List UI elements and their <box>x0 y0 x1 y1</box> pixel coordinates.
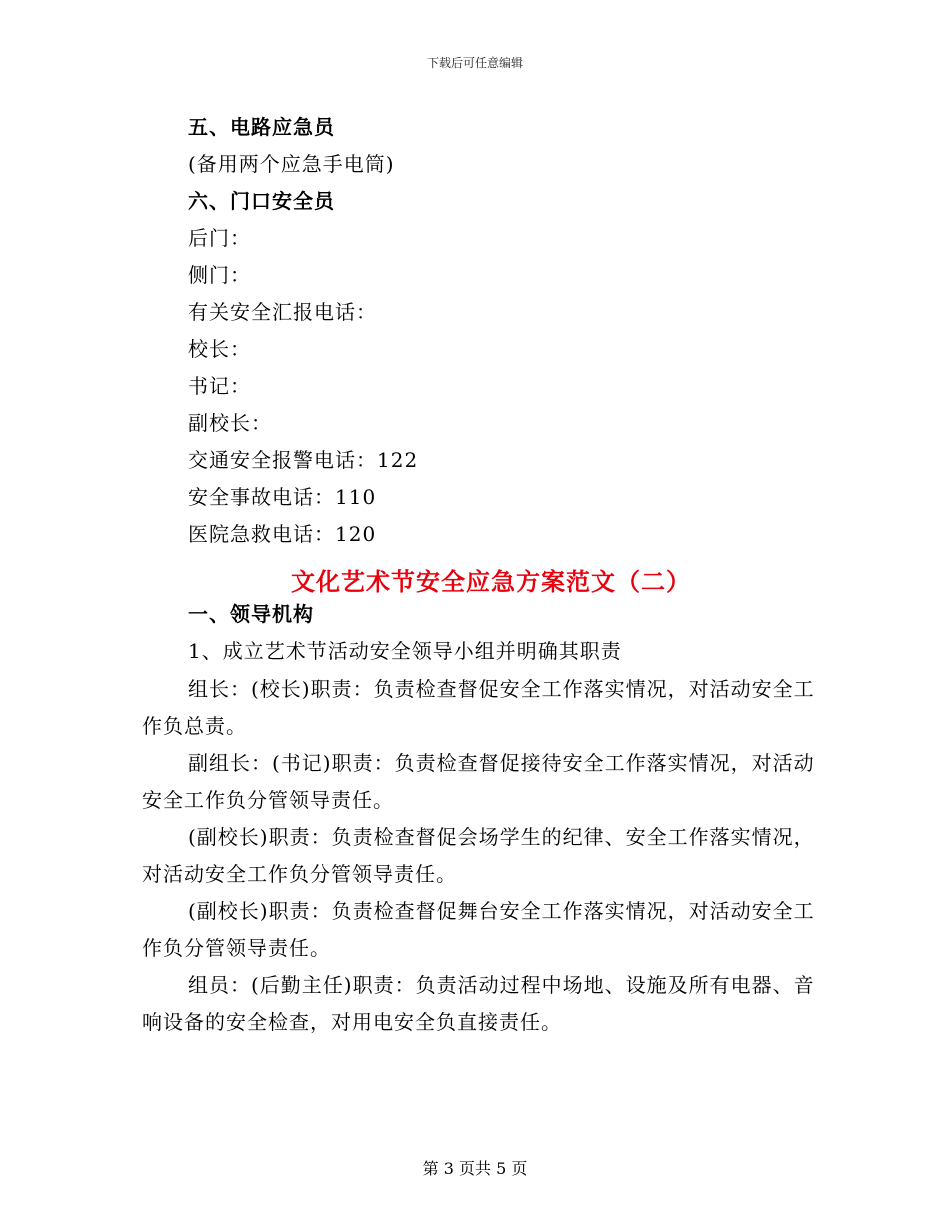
back-door-line: 后门： <box>188 226 251 250</box>
item-1-text: 1、成立艺术节活动安全领导小组并明确其职责 <box>188 639 622 663</box>
paragraph-vice-principal-venue: (副校长)职责：负责检查督促会场学生的纪律、安全工作落实情况，对活动安全工作负分管领导责任。 <box>142 825 815 886</box>
heading-leadership: 一、领导机构 <box>188 602 314 626</box>
paragraph-deputy-leader: 副组长：(书记)职责：负责检查督促接待安全工作落实情况，对活动安全工作负分管领导责任。 <box>142 751 815 812</box>
hospital-phone-line: 医院急救电话：120 <box>188 522 377 546</box>
paragraph-logistics-member: 组员：(后勤主任)职责：负责活动过程中场地、设施及所有电器、音响设备的安全检查，对用电安全负直接责任。 <box>142 973 815 1034</box>
section-title: 文化艺术节安全应急方案范文（二） <box>291 568 691 596</box>
paragraph-vice-principal-stage: (副校长)职责：负责检查督促舞台安全工作落实情况，对活动安全工作负分管领导责任。 <box>142 899 815 960</box>
heading-circuit-emergency: 五、电路应急员 <box>188 115 335 139</box>
secretary-line: 书记： <box>188 374 251 398</box>
accident-phone-line: 安全事故电话：110 <box>188 485 377 509</box>
report-phone-heading: 有关安全汇报电话： <box>188 300 377 324</box>
traffic-phone-line: 交通安全报警电话：122 <box>188 448 419 472</box>
side-door-line: 侧门： <box>188 263 251 287</box>
note-flashlights: (备用两个应急手电筒) <box>188 152 395 176</box>
principal-line: 校长： <box>188 337 251 361</box>
page-header: 下载后可任意编辑 <box>426 56 523 70</box>
page-footer: 第 3 页共 5 页 <box>422 1159 528 1178</box>
heading-door-safety: 六、门口安全员 <box>188 189 335 213</box>
paragraph-group-leader: 组长：(校长)职责：负责检查督促安全工作落实情况，对活动安全工作负总责。 <box>142 677 815 738</box>
vice-principal-line: 副校长： <box>188 411 272 435</box>
